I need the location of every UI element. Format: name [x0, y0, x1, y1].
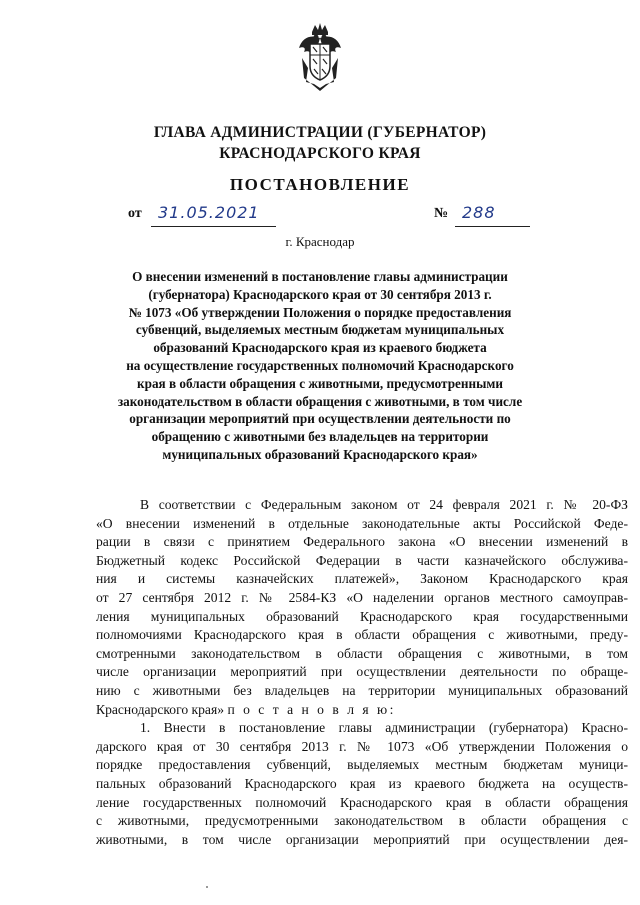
body-line: пальных образований Краснодарского края из краевого бюджета на осуществ- [96, 775, 628, 791]
title-line: субвенций, выделяемых местным бюджетам муниципальных [135, 322, 505, 338]
body-line: Бюджетный кодекс Российской Федерации в части казначейского обслужива- [96, 552, 628, 568]
resolve-word: п о с т а н о в л я ю: [227, 701, 396, 717]
body-line: смотренными законодательством в области обращения с животными, в том [96, 645, 628, 661]
scan-speck [206, 886, 208, 888]
body-line: дарского края от 30 сентября 2013 г. № 1073 «Об утверждении Положения о [96, 738, 628, 754]
body-line: «О внесении изменений в отдельные законодательные акты Российской Феде- [96, 515, 628, 531]
number-underline [455, 226, 530, 227]
date-value: 31.05.2021 [158, 203, 260, 222]
title-line: законодательством в области обращения с животными, в том числе [117, 393, 523, 409]
title-line: организации мероприятий при осуществлении деятельности по [129, 411, 511, 427]
number-label: № [434, 206, 449, 221]
title-line: муниципальных образований Краснодарского края» [162, 446, 478, 462]
body-line-text: Краснодарского края» [96, 701, 225, 717]
body-line: животными, в том числе организации мероприятий при осуществлении дея- [96, 831, 628, 847]
title-line: образований Краснодарского края из краевого бюджета [153, 340, 487, 356]
body-line [96, 701, 628, 720]
document-body [96, 496, 628, 849]
title-line: О внесении изменений в постановление главы администрации [132, 269, 508, 284]
body-line: порядке предоставления субвенций, выделяемых местным бюджетам муници- [96, 757, 628, 773]
body-line: числе организации мероприятий при осуществлении деятельности по обраще- [96, 664, 628, 680]
title-line: № 1073 «Об утверждении Положения о порядке предоставления [128, 304, 512, 320]
body-line: ление государственных полномочий Краснодарского края в области обращения [96, 794, 628, 810]
document-type-heading: ПОСТАНОВЛЕНИЕ [229, 175, 411, 194]
authority-title-line1: ГЛАВА АДМИНИСТРАЦИИ (ГУБЕРНАТОР) [153, 124, 487, 141]
title-line: края в области обращения с животными, предусмотренными [137, 375, 503, 391]
body-line: 1. Внести в постановление главы администрации (губернатора) Красно- [140, 720, 628, 736]
title-line: обращению с животными без владельцев на территории [151, 429, 489, 445]
city-label: г. Краснодар [285, 234, 355, 249]
body-line: нию с животными без владельцев на территории муниципальных образований [96, 682, 628, 698]
body-line: В соответствии с Федеральным законом от 24 февраля 2021 г. № 20-ФЗ [140, 497, 628, 512]
body-line: рации в связи с принятием Федерального закона «О внесении изменений в [96, 534, 628, 550]
body-line: ния и системы казначейских платежей», Законом Краснодарского края [96, 571, 628, 587]
document-title [96, 268, 544, 464]
body-line: с животными, предусмотренными законодательством в области обращения с [96, 813, 628, 829]
date-underline [151, 226, 276, 227]
body-line: полномочиями Краснодарского края в области обращения с животными, преду- [96, 627, 628, 643]
number-value: 288 [462, 203, 496, 222]
body-line: ления муниципальных образований Краснодарского края государственными [96, 608, 628, 624]
date-label: от [128, 206, 142, 221]
krasnodar-coat-of-arms-icon [296, 22, 344, 92]
title-line: на осуществление государственных полномочий Краснодарского [126, 357, 514, 373]
title-line: (губернатора) Краснодарского края от 30 сентября 2013 г. [148, 286, 492, 302]
authority-title-line2: КРАСНОДАРСКОГО КРАЯ [219, 145, 421, 162]
body-line: от 27 сентября 2012 г. № 2584-КЗ «О наделении органов местного самоуправ- [96, 589, 628, 605]
